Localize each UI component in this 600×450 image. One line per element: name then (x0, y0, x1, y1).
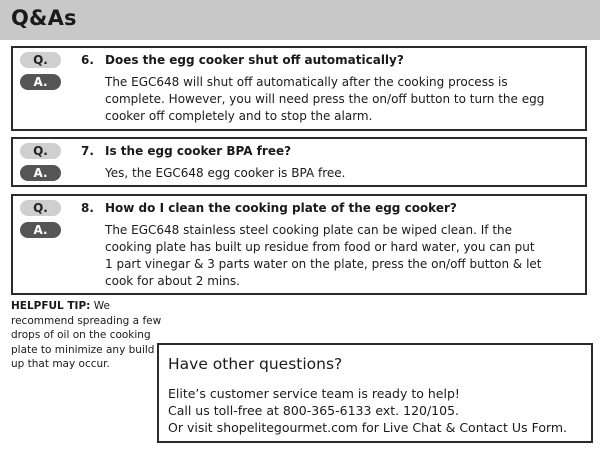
contact-box (157, 343, 593, 443)
qa-item-6 (11, 46, 587, 131)
question-badge: Q. (20, 143, 61, 159)
answer-badge: A. (20, 165, 61, 181)
question-text: Is the egg cooker BPA free? (105, 144, 292, 158)
answer-badge: A. (20, 74, 61, 90)
contact-title: Have other questions? (168, 355, 343, 373)
page-header (0, 0, 600, 40)
contact-line-help: Elite’s customer service team is ready to help! (168, 386, 460, 401)
helpful-tip (11, 299, 171, 372)
qa-item-7 (11, 137, 587, 187)
helpful-tip-text: We recommend spreading a few drops of oil on the cooking plate to minimize any build up that may occur. (11, 300, 162, 370)
page-title: Q&As (11, 6, 77, 30)
qa-item-8 (11, 194, 587, 295)
question-badge: Q. (20, 200, 61, 216)
question-badge: Q. (20, 52, 61, 68)
question-text: How do I clean the cooking plate of the egg cooker? (105, 201, 457, 215)
question-number: 6. (81, 53, 94, 67)
question-text: Does the egg cooker shut off automatically? (105, 53, 404, 67)
answer-text: Yes, the EGC648 egg cooker is BPA free. (105, 166, 346, 180)
answer-text: The EGC648 stainless steel cooking plate can be wiped clean. If the cooking plate has built up residue from food or hard water, you can put 1 part vinegar & 3 parts water on the plate, press the on/off button & let cook for about 2 mins. (105, 223, 542, 288)
question-number: 8. (81, 201, 94, 215)
contact-line-web: Or visit shopelitegourmet.com for Live Chat & Contact Us Form. (168, 420, 568, 435)
answer-badge: A. (20, 222, 61, 238)
question-number: 7. (81, 144, 94, 158)
helpful-tip-label: HELPFUL TIP: (11, 300, 91, 312)
answer-text: The EGC648 will shut off automatically after the cooking process is complete. However, you will need press the on/off button to turn the egg cooker off completely and to stop the alarm. (105, 75, 545, 123)
contact-line-phone: Call us toll-free at 800-365-6133 ext. 120/105. (168, 403, 460, 418)
